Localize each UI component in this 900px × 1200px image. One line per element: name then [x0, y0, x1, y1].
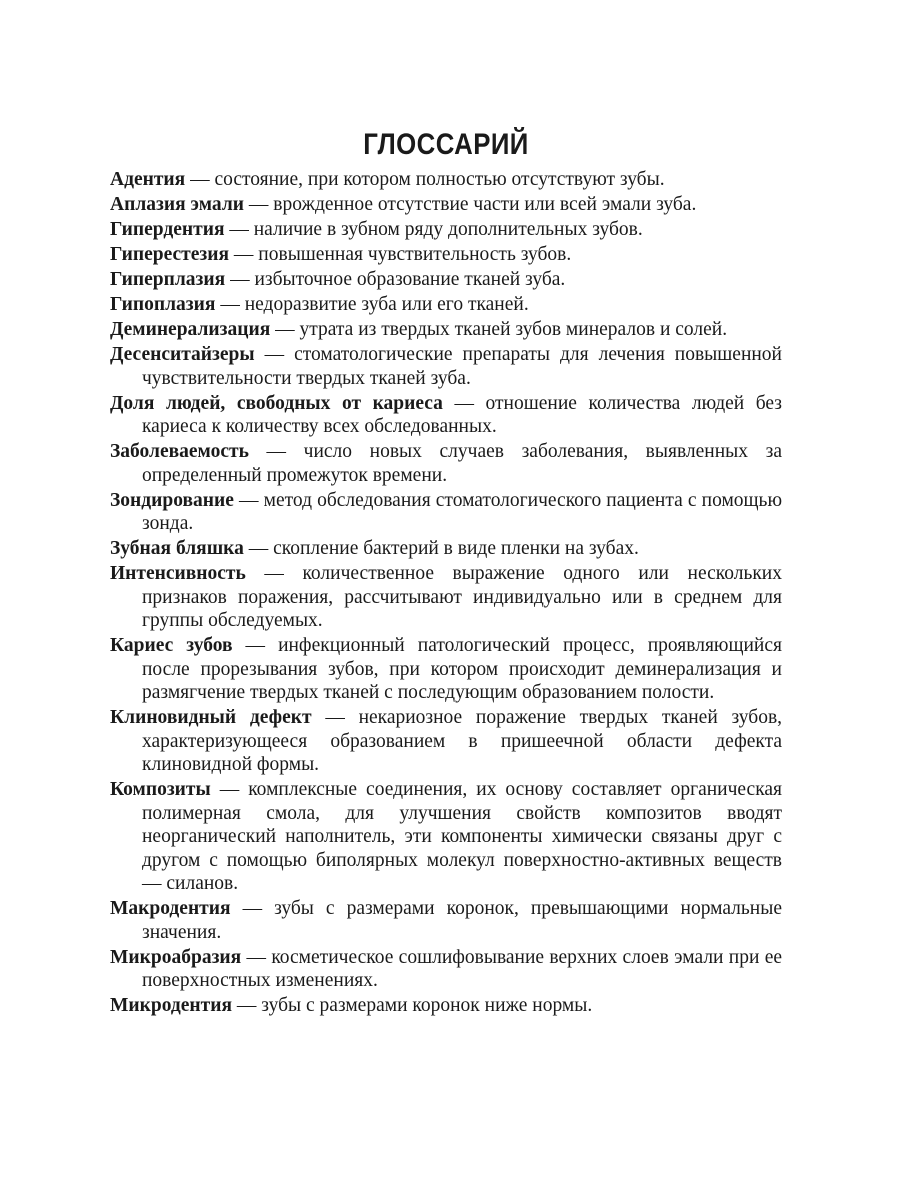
- page-title: ГЛОССАРИЙ: [363, 128, 529, 161]
- glossary-definition: стоматологические препараты для лечения повышенной чувствительности твердых тканей зуба.: [142, 344, 782, 389]
- glossary-term: Зондирование: [110, 489, 234, 511]
- term-separator: —: [266, 441, 287, 462]
- glossary-entry: [110, 994, 782, 1018]
- glossary-term: Макродентия: [110, 898, 231, 919]
- glossary-definition: скопление бактерий в виде пленки на зубах.: [273, 538, 639, 559]
- term-separator: —: [454, 392, 474, 414]
- term-separator: —: [275, 319, 295, 340]
- glossary-definition: избыточное образование тканей зуба.: [254, 269, 566, 290]
- glossary-definition: отношение количества людей без кариеса к количеству всех обследованных.: [142, 392, 783, 437]
- glossary-entry: [110, 537, 782, 561]
- glossary-term: Клиновидный дефект: [110, 707, 312, 728]
- glossary-term: Заболеваемость: [110, 441, 249, 462]
- glossary-term: Интенсивность: [110, 563, 246, 584]
- glossary-term: Кариес зубов: [110, 635, 233, 656]
- term-separator: —: [246, 946, 266, 968]
- glossary-term: Зубная бляшка: [110, 538, 244, 559]
- glossary-definition: некариозное поражение твердых тканей зубов, характеризующееся образованием в пришеечной области дефекта клиновидной формы.: [142, 707, 783, 775]
- glossary-entry: [110, 440, 782, 487]
- glossary-term: Микродентия: [110, 995, 233, 1016]
- glossary-page: [110, 128, 782, 1019]
- glossary-term: Гиперплазия: [110, 269, 226, 290]
- glossary-term: Деминерализация: [110, 319, 271, 340]
- term-separator: —: [245, 635, 266, 656]
- glossary-entry: [110, 268, 782, 292]
- term-separator: —: [264, 563, 284, 584]
- glossary-definition: косметическое сошлифовывание верхних слоев эмали при ее поверхностных изменениях.: [142, 946, 783, 991]
- term-separator: —: [236, 995, 257, 1016]
- glossary-term: Микроабразия: [110, 946, 242, 968]
- term-separator: —: [239, 489, 259, 511]
- glossary-term: Гипоплазия: [110, 294, 216, 315]
- glossary-definition: зубы с размерами коронок ниже нормы.: [261, 995, 593, 1016]
- glossary-entry: [110, 489, 782, 536]
- glossary-definition: недоразвитие зуба или его тканей.: [244, 294, 529, 315]
- glossary-definition: комплексные соединения, их основу составляет органическая полимерная смола, для улучшения свойств композитов вводят неорганический наполнитель, эти компоненты химически связаны друг с другом с помощью биполярных молекул поверхностно-активных веществ — силанов.: [142, 779, 783, 894]
- glossary-term: Десенситайзеры: [110, 344, 255, 365]
- term-separator: —: [248, 538, 269, 559]
- glossary-definition: число новых случаев заболевания, выявленных за определенный промежуток времени.: [142, 441, 783, 486]
- glossary-definition: зубы с размерами коронок, превышающими нормальные значения.: [142, 898, 782, 943]
- term-separator: —: [242, 898, 263, 919]
- glossary-definition: инфекционный патологический процесс, проявляющийся после прорезывания зубов, при котором происходит деминерализация и размягчение твердых тканей с последующим образованием полости.: [142, 635, 782, 703]
- glossary-entry: [110, 634, 782, 705]
- glossary-entry: [110, 562, 782, 633]
- glossary-term: Композиты: [110, 779, 211, 800]
- glossary-entry: [110, 318, 782, 342]
- term-separator: —: [219, 779, 240, 800]
- glossary-definition: метод обследования стоматологического пациента с помощью зонда.: [142, 489, 783, 534]
- term-separator: —: [190, 169, 210, 190]
- glossary-entry: [110, 946, 782, 993]
- glossary-definition: врожденное отсутствие части или всей эмали зуба.: [273, 194, 697, 215]
- term-separator: —: [233, 244, 254, 265]
- glossary-term: Аплазия эмали: [110, 194, 245, 215]
- glossary-definition: состояние, при котором полностью отсутствуют зубы.: [214, 169, 665, 190]
- term-separator: —: [230, 269, 250, 290]
- glossary-term: Доля людей, свободных от кариеса: [110, 392, 443, 414]
- glossary-definition: количественное выражение одного или нескольких признаков поражения, рассчитывают индивидуально или в среднем для группы обследуемых.: [142, 563, 782, 631]
- glossary-entry: [110, 343, 782, 390]
- glossary-entry: [110, 168, 782, 192]
- glossary-definition: утрата из твердых тканей зубов минералов и солей.: [299, 319, 728, 340]
- term-separator: —: [325, 707, 345, 728]
- glossary-entry: [110, 392, 782, 439]
- glossary-entry: [110, 293, 782, 317]
- glossary-entry: [110, 243, 782, 267]
- glossary-entry: [110, 193, 782, 217]
- term-separator: —: [264, 344, 285, 365]
- glossary-definition: повышенная чувствительность зубов.: [258, 244, 572, 265]
- term-separator: —: [248, 194, 269, 215]
- glossary-list: [110, 168, 782, 1018]
- glossary-term: Адентия: [110, 169, 186, 190]
- glossary-entry: [110, 706, 782, 777]
- term-separator: —: [220, 294, 240, 315]
- glossary-definition: наличие в зубном ряду дополнительных зубов.: [253, 219, 643, 240]
- glossary-term: Гиперестезия: [110, 244, 230, 265]
- glossary-entry: [110, 218, 782, 242]
- term-separator: —: [229, 219, 249, 240]
- glossary-term: Гипердентия: [110, 219, 225, 240]
- glossary-entry: [110, 778, 782, 896]
- glossary-entry: [110, 897, 782, 944]
